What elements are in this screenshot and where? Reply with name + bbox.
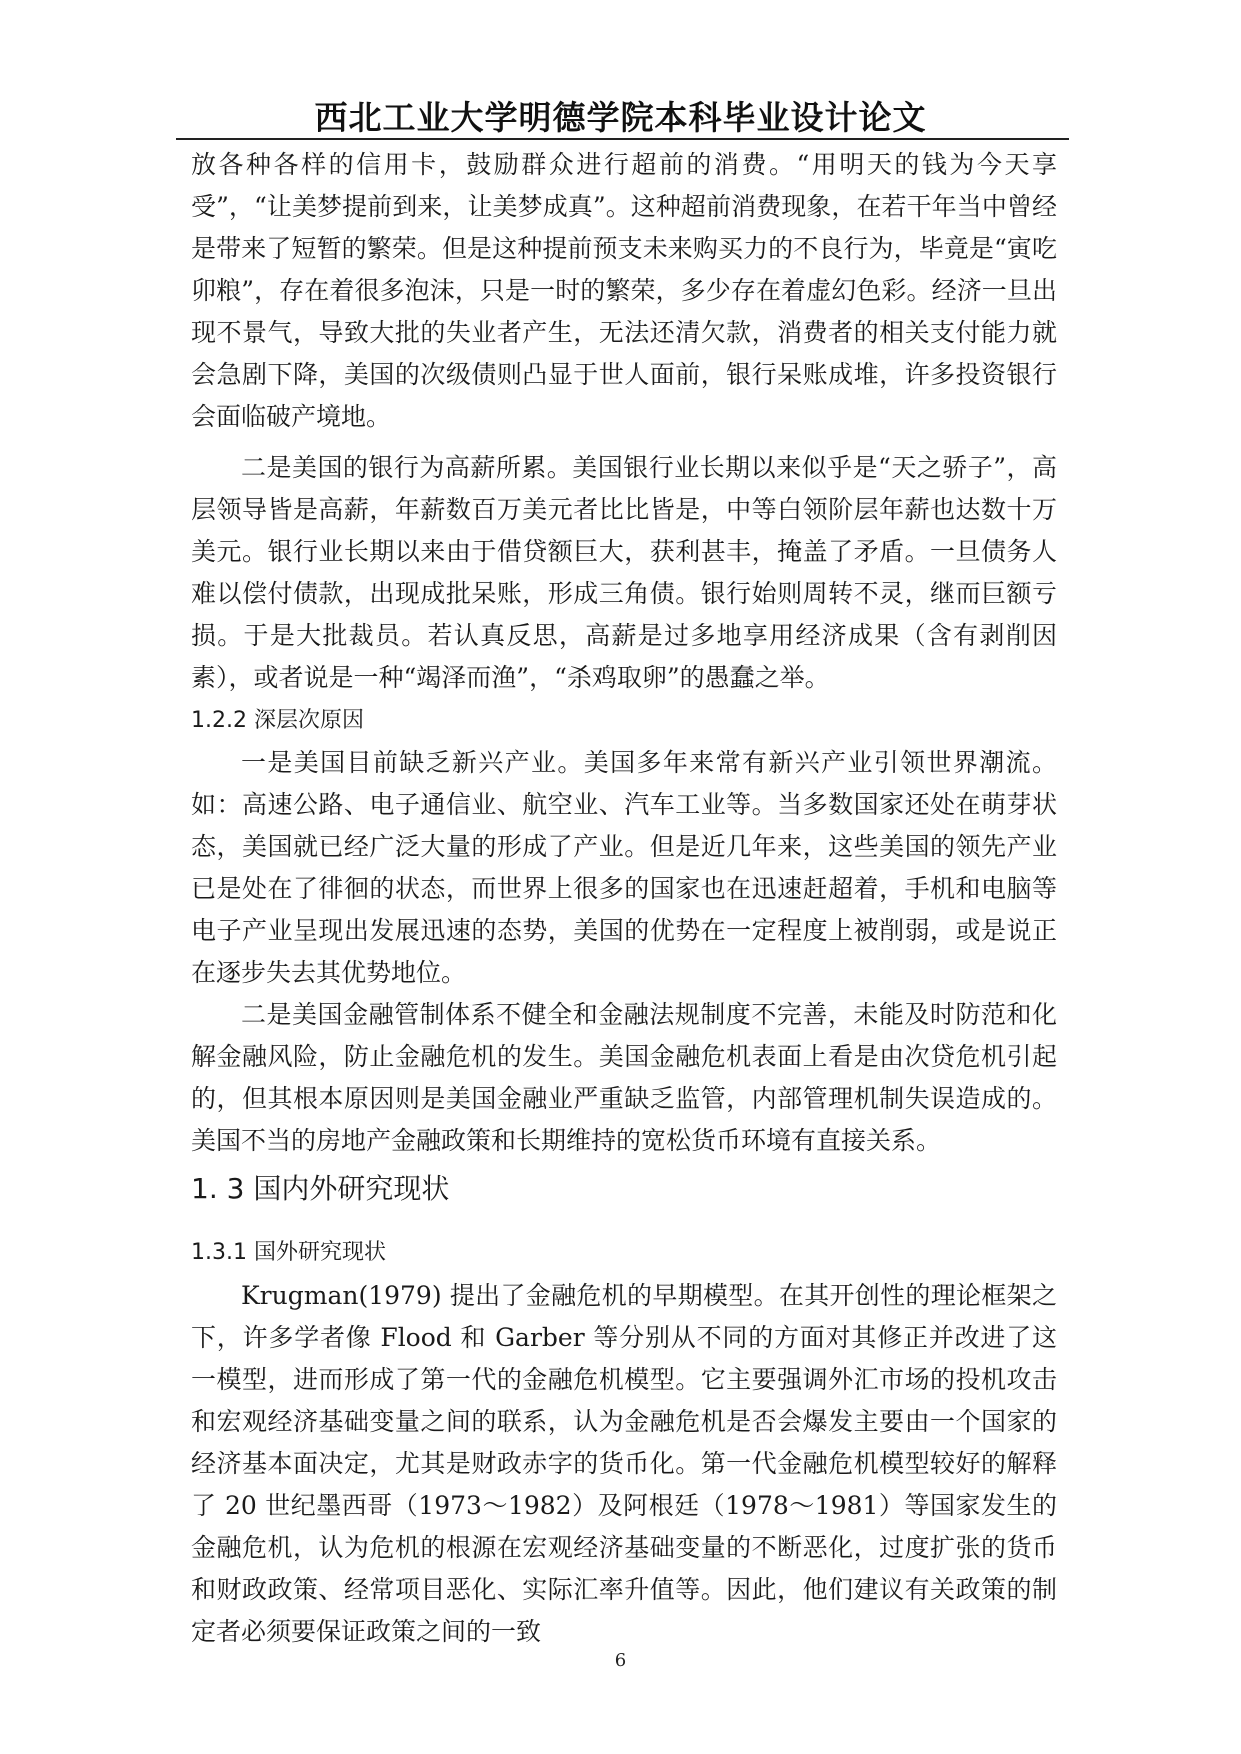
paragraph-text: 二是美国的银行为高薪所累。美国银行业长期以来似乎是“天之骄子”，高层领导皆是高薪，年薪数百万美元者比比皆是，中等白领阶层年薪也达数十万美元。银行业长期以来由于借贷额巨大，获利甚丰，掩盖了矛盾。一旦债务人难以偿付债款，出现成批呆账，形成三角债。银行始则周转不灵，继而巨额亏损。于是大批裁员。若认真反思，高薪是过多地享用经济成果（含有剥削因素），或者说是一种“竭泽而渔”，“杀鸡取卵”的愚蠢之举。 — [191, 453, 1057, 692]
paragraph-text: Krugman(1979) 提出了金融危机的早期模型。在其开创性的理论框架之下，许多学者像 Flood 和 Garber 等分别从不同的方面对其修正并改进了这一模型，进而形成了第一代的金融危机模型。它主要强调外汇市场的投机攻击和宏观经济基础变量之间的联系，认为金融危机是否会爆发主要由一个国家的经济基本面决定，尤其是财政赤字的货币化。第一代金融危机模型较好的解释了 20 世纪墨西哥（1973～1982）及阿根廷（1978～1981）等国家发生的金融危机，认为危机的根源在宏观经济基础变量的不断恶化，过度扩张的货币和财政政策、经常项目恶化、实际汇率升值等。因此，他们建议有关政策的制定者必须要保证政策之间的一致 — [191, 1281, 1057, 1646]
paragraph-text: 放各种各样的信用卡，鼓励群众进行超前的消费。“用明天的钱为今天享受”，“让美梦提前到来，让美梦成真”。这种超前消费现象，在若干年当中曾经是带来了短暂的繁荣。但是这种提前预支未来购买力的不良行为，毕竟是“寅吃卯粮”，存在着很多泡沫，只是一时的繁荣，多少存在着虚幻色彩。经济一旦出现不景气，导致大批的失业者产生，无法还清欠款，消费者的相关支付能力就会急剧下降，美国的次级债则凸显于世人面前，银行呆账成堆，许多投资银行会面临破产境地。 — [191, 150, 1057, 431]
paragraph-bank-salaries — [191, 447, 1057, 699]
paragraph-text: 二是美国金融管制体系不健全和金融法规制度不完善，未能及时防范和化解金融风险，防止金融危机的发生。美国金融危机表面上看是由次贷危机引起的，但其根本原因则是美国金融业严重缺乏监管，内部管理机制失误造成的。美国不当的房地产金融政策和长期维持的宽松货币环境有直接关系。 — [191, 1000, 1057, 1155]
subsection-heading-1-3-1 — [191, 1232, 1057, 1274]
subsection-heading-1-2-2 — [191, 700, 1057, 742]
document-header-title: 西北工业大学明德学院本科毕业设计论文 — [314, 98, 927, 137]
subsection-title: 1.2.2 深层次原因 — [191, 708, 364, 733]
paragraph-credit-consumption — [191, 144, 1057, 438]
paragraph-text: 一是美国目前缺乏新兴产业。美国多年来常有新兴产业引领世界潮流。如：高速公路、电子通信业、航空业、汽车工业等。当多数国家还处在萌芽状态，美国就已经广泛大量的形成了产业。但是近几年来，这些美国的领先产业已是处在了徘徊的状态，而世界上很多的国家也在迅速赶超着，手机和电脑等电子产业呈现出发展迅速的态势，美国的优势在一定程度上被削弱，或是说正在逐步失去其优势地位。 — [191, 748, 1057, 987]
paragraph-financial-regulation — [191, 994, 1057, 1162]
paragraph-emerging-industries — [191, 742, 1057, 994]
header-rule — [176, 138, 1069, 140]
section-title: 1. 3 国内外研究现状 — [191, 1172, 450, 1205]
page-number: 6 — [614, 1650, 627, 1671]
section-heading-1-3 — [191, 1171, 1057, 1207]
paragraph-krugman-model — [191, 1275, 1057, 1653]
subsection-title: 1.3.1 国外研究现状 — [191, 1240, 386, 1265]
